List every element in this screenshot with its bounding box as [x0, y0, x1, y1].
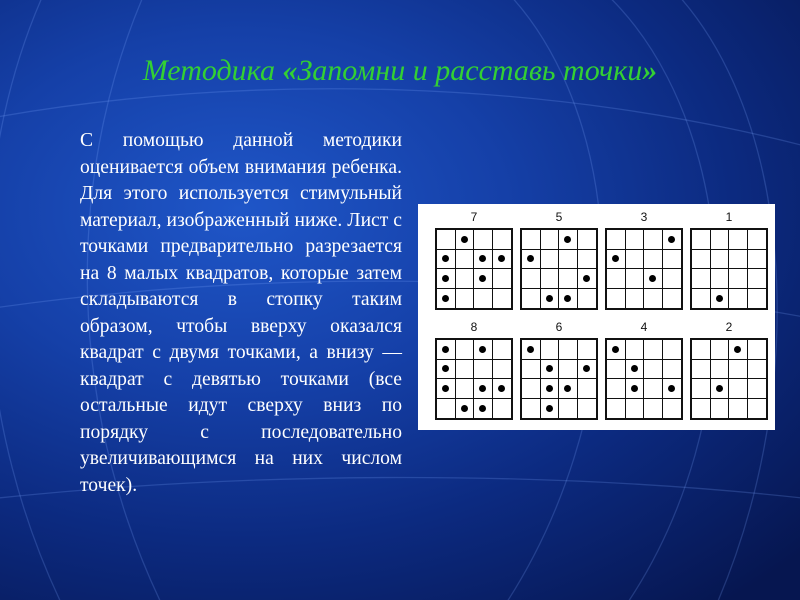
grid-cell	[437, 269, 456, 289]
dot	[461, 236, 468, 243]
dot	[612, 346, 619, 353]
grid-cell	[437, 289, 456, 309]
grid-cell	[493, 269, 512, 289]
grid-cell	[559, 379, 578, 399]
dot	[668, 236, 675, 243]
dot-card-number: 2	[725, 320, 733, 334]
grid-cell	[607, 360, 626, 380]
grid-cell	[692, 269, 711, 289]
grid-cell	[541, 379, 560, 399]
dot-card-number: 6	[555, 320, 563, 334]
dot	[583, 365, 590, 372]
grid-cell	[559, 340, 578, 360]
grid-cell	[626, 269, 645, 289]
grid-cell	[437, 360, 456, 380]
dot-card	[690, 320, 768, 420]
grid-cell	[437, 399, 456, 419]
dot	[479, 405, 486, 412]
dot-card	[605, 320, 683, 420]
grid-cell	[748, 230, 767, 250]
grid-cell	[729, 269, 748, 289]
grid-cell	[474, 269, 493, 289]
title-close-quote: »	[642, 54, 658, 87]
dot-card	[690, 210, 768, 310]
grid-cell	[541, 360, 560, 380]
grid-cell	[456, 379, 475, 399]
dot	[479, 346, 486, 353]
grid-cell	[456, 289, 475, 309]
grid-cell	[522, 269, 541, 289]
dot	[442, 365, 449, 372]
grid-cell	[607, 340, 626, 360]
grid-cell	[748, 340, 767, 360]
dot-grid	[520, 338, 598, 420]
grid-cell	[626, 379, 645, 399]
grid-cell	[456, 250, 475, 270]
dot-cards-figure	[418, 204, 775, 430]
dot-card-number: 7	[470, 210, 478, 224]
dot	[479, 385, 486, 392]
grid-cell	[522, 340, 541, 360]
title-open-quote: «	[282, 54, 298, 87]
dot	[583, 275, 590, 282]
grid-cell	[493, 289, 512, 309]
grid-cell	[541, 250, 560, 270]
grid-cell	[559, 360, 578, 380]
grid-cell	[644, 379, 663, 399]
dot-grid	[435, 338, 513, 420]
grid-cell	[748, 289, 767, 309]
grid-cell	[578, 360, 597, 380]
grid-cell	[692, 360, 711, 380]
dot	[442, 385, 449, 392]
dot-grid	[605, 338, 683, 420]
grid-cell	[729, 379, 748, 399]
grid-cell	[711, 250, 730, 270]
dot	[612, 255, 619, 262]
grid-cell	[711, 360, 730, 380]
grid-cell	[711, 289, 730, 309]
dot-grid	[690, 338, 768, 420]
grid-cell	[493, 360, 512, 380]
grid-cell	[729, 230, 748, 250]
dot	[546, 295, 553, 302]
grid-cell	[541, 340, 560, 360]
grid-cell	[644, 340, 663, 360]
dot-card-number: 8	[470, 320, 478, 334]
dot-grid	[520, 228, 598, 310]
grid-cell	[711, 230, 730, 250]
grid-cell	[692, 399, 711, 419]
grid-cell	[493, 230, 512, 250]
dot	[631, 385, 638, 392]
grid-cell	[644, 269, 663, 289]
grid-cell	[748, 379, 767, 399]
dot-card-number: 1	[725, 210, 733, 224]
grid-cell	[729, 399, 748, 419]
dot	[479, 255, 486, 262]
grid-cell	[644, 250, 663, 270]
grid-cell	[541, 289, 560, 309]
grid-cell	[644, 399, 663, 419]
grid-cell	[522, 399, 541, 419]
grid-cell	[456, 230, 475, 250]
grid-cell	[541, 230, 560, 250]
grid-cell	[522, 379, 541, 399]
grid-cell	[748, 250, 767, 270]
grid-cell	[711, 340, 730, 360]
grid-cell	[729, 340, 748, 360]
grid-cell	[663, 269, 682, 289]
grid-cell	[663, 289, 682, 309]
grid-cell	[748, 269, 767, 289]
grid-cell	[474, 360, 493, 380]
dot	[546, 405, 553, 412]
title-method-name: Запомни и расставь точки	[297, 54, 643, 87]
grid-cell	[692, 230, 711, 250]
grid-cell	[607, 269, 626, 289]
grid-cell	[729, 289, 748, 309]
grid-cell	[626, 360, 645, 380]
dot	[716, 385, 723, 392]
dot-card-number: 5	[555, 210, 563, 224]
grid-cell	[456, 269, 475, 289]
grid-cell	[474, 289, 493, 309]
grid-cell	[493, 399, 512, 419]
grid-cell	[663, 399, 682, 419]
dot	[546, 365, 553, 372]
dot	[479, 275, 486, 282]
grid-cell	[748, 399, 767, 419]
dot-card	[520, 320, 598, 420]
grid-cell	[493, 250, 512, 270]
grid-cell	[626, 399, 645, 419]
grid-cell	[578, 269, 597, 289]
slide-title	[0, 54, 800, 88]
grid-cell	[456, 340, 475, 360]
dot-grid	[605, 228, 683, 310]
grid-cell	[644, 230, 663, 250]
grid-cell	[663, 340, 682, 360]
grid-cell	[541, 399, 560, 419]
grid-cell	[578, 250, 597, 270]
dot	[498, 385, 505, 392]
grid-cell	[663, 379, 682, 399]
grid-cell	[607, 399, 626, 419]
grid-cell	[692, 250, 711, 270]
grid-cell	[437, 250, 456, 270]
grid-cell	[711, 379, 730, 399]
grid-cell	[493, 379, 512, 399]
dot-card	[435, 320, 513, 420]
grid-cell	[456, 360, 475, 380]
dot-card	[605, 210, 683, 310]
grid-cell	[729, 360, 748, 380]
grid-cell	[559, 399, 578, 419]
dot	[527, 346, 534, 353]
grid-cell	[578, 379, 597, 399]
grid-cell	[559, 269, 578, 289]
grid-cell	[578, 230, 597, 250]
dot-card-number: 3	[640, 210, 648, 224]
grid-cell	[578, 399, 597, 419]
dot	[498, 255, 505, 262]
grid-cell	[692, 379, 711, 399]
grid-cell	[711, 269, 730, 289]
grid-cell	[522, 230, 541, 250]
dot	[716, 295, 723, 302]
dot	[461, 405, 468, 412]
grid-cell	[626, 340, 645, 360]
grid-cell	[607, 230, 626, 250]
grid-cell	[578, 289, 597, 309]
grid-cell	[522, 360, 541, 380]
grid-cell	[474, 250, 493, 270]
grid-cell	[607, 379, 626, 399]
grid-cell	[644, 360, 663, 380]
dot-card	[435, 210, 513, 310]
grid-cell	[522, 289, 541, 309]
grid-cell	[437, 340, 456, 360]
grid-cell	[456, 399, 475, 419]
dot-grid	[435, 228, 513, 310]
grid-cell	[692, 289, 711, 309]
grid-cell	[474, 379, 493, 399]
grid-cell	[644, 289, 663, 309]
grid-cell	[626, 289, 645, 309]
title-prefix: Методика	[142, 54, 283, 87]
dot	[564, 385, 571, 392]
grid-cell	[559, 230, 578, 250]
grid-cell	[607, 289, 626, 309]
dot	[564, 295, 571, 302]
grid-cell	[626, 250, 645, 270]
method-description: С помощью данной методики оценивается объем внимания ребенка. Для этого используется стимульный материал, изображенный ниже. Лист с точками предварительно разрезается на 8 малых квадратов, которые затем складываются в стопку таким образом, чтобы вверху оказался квадрат с двумя точками, а внизу — квадрат с девятью точками (все остальные идут сверху вниз по порядку с последовательно увеличивающимся на них числом точек).	[80, 130, 402, 496]
grid-cell	[607, 250, 626, 270]
grid-cell	[663, 250, 682, 270]
dot-grid	[690, 228, 768, 310]
dot	[649, 275, 656, 282]
dot-card	[520, 210, 598, 310]
grid-cell	[578, 340, 597, 360]
grid-cell	[437, 379, 456, 399]
dot	[668, 385, 675, 392]
grid-cell	[626, 230, 645, 250]
dot-card-number: 4	[640, 320, 648, 334]
grid-cell	[474, 340, 493, 360]
grid-cell	[559, 250, 578, 270]
grid-cell	[493, 340, 512, 360]
grid-cell	[437, 230, 456, 250]
dot	[527, 255, 534, 262]
dot	[442, 295, 449, 302]
dot	[546, 385, 553, 392]
dot	[442, 255, 449, 262]
grid-cell	[522, 250, 541, 270]
grid-cell	[559, 289, 578, 309]
grid-cell	[692, 340, 711, 360]
dot	[442, 346, 449, 353]
grid-cell	[663, 360, 682, 380]
dot	[564, 236, 571, 243]
grid-cell	[729, 250, 748, 270]
grid-cell	[711, 399, 730, 419]
dot	[734, 346, 741, 353]
dot	[442, 275, 449, 282]
grid-cell	[748, 360, 767, 380]
dot	[631, 365, 638, 372]
grid-cell	[663, 230, 682, 250]
grid-cell	[474, 399, 493, 419]
grid-cell	[541, 269, 560, 289]
grid-cell	[474, 230, 493, 250]
